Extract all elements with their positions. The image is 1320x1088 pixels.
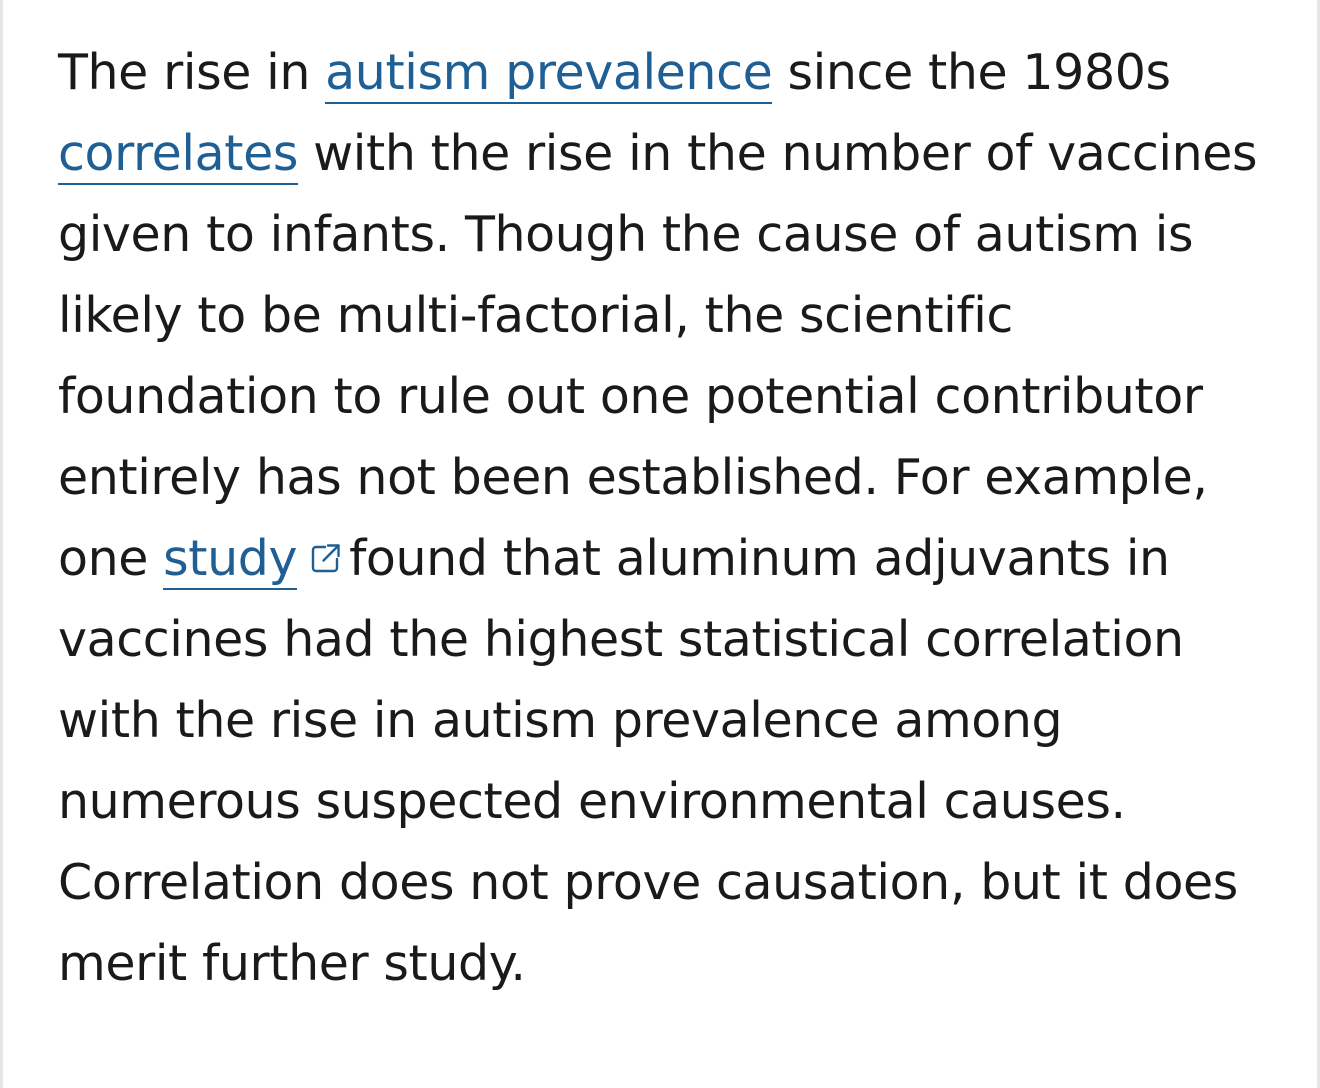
- text-segment: with the rise in the number of vaccines given to infants. Though the cause of autism is likely to be multi-factorial, the scientific foundation to rule out one potential contributor entirely has not been established. For example, one: [58, 125, 1258, 587]
- link-autism-prevalence[interactable]: autism prevalence: [325, 44, 772, 104]
- text-segment: found that aluminum adjuvants in vaccines had the highest statistical correlation with the rise in autism prevalence among numerous suspected environmental causes. Correlation does not prove causation, but it does merit further study.: [58, 530, 1238, 992]
- article-body: [58, 32, 1278, 1004]
- text-segment: since the 1980s: [772, 44, 1171, 101]
- paragraph: [58, 32, 1278, 1004]
- link-correlates[interactable]: correlates: [58, 125, 298, 185]
- external-link-icon[interactable]: [307, 520, 343, 556]
- link-study[interactable]: study: [163, 530, 297, 590]
- text-segment: The rise in: [58, 44, 326, 101]
